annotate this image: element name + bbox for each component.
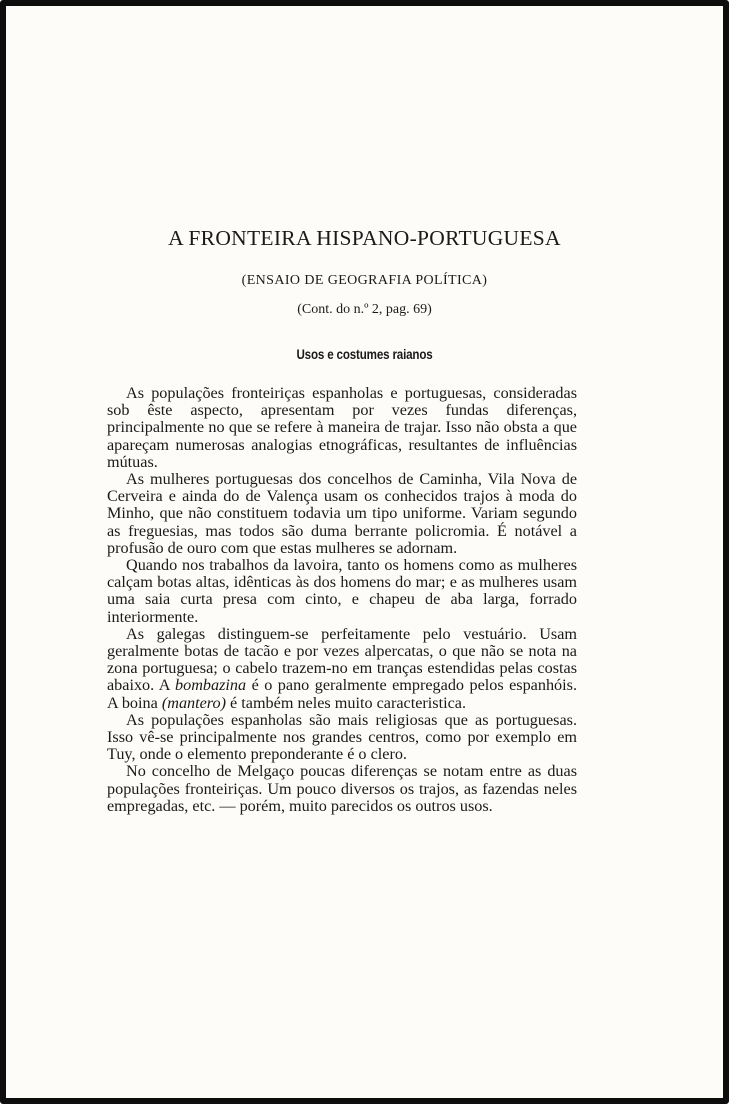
- italic-term-bombazina: bombazina: [175, 676, 247, 695]
- italic-term-mantero: (mantero): [161, 693, 226, 712]
- paragraph-3: Quando nos trabalhos da lavoira, tanto os homens como as mulheres calçam botas altas, idênticas às dos homens do mar; e as mulheres usam uma saia curta presa com cinto, e chapeu de aba larga, forrado interiormente.: [107, 556, 577, 626]
- paragraph-1: As populações fronteiriças espanholas e portuguesas, consideradas sob êste aspecto, apresentam por vezes fundas diferenças, principalmente no que se refere à maneira de trajar. Isso não obsta a que apareçam numerosas analogias etnográficas, resultantes de influências mútuas.: [107, 384, 577, 471]
- paragraph-4-part-b: é o pano geralmente empregado pelos espanhóis. A boina: [107, 676, 577, 712]
- paragraph-2: As mulheres portuguesas dos concelhos de Caminha, Vila Nova de Cerveira e ainda do de Valença usam os conhecidos trajos à moda do Minho, que não constituem todavia um tipo uniforme. Variam segundo as freguesias, mas todos são duma berrante policromia. É notável a profusão de ouro com que estas mulheres se adornam.: [107, 470, 577, 557]
- paragraph-6: No concelho de Melgaço poucas diferenças se notam entre as duas populações fronteiriças. Um pouco diversos os trajos, as fazendas neles empregadas, etc. — porém, muito parecidos os outros usos.: [107, 762, 577, 815]
- article-subtitle: (ENSAIO DE GEOGRAFIA POLÍTICA): [241, 273, 488, 288]
- paragraph-4-part-c: é também neles muito caracteristica.: [226, 693, 467, 712]
- article-body: [107, 385, 577, 815]
- paragraph-4-part-a: As galegas distinguem-se perfeitamente pelo vestuário. Usam geralmente botas de tacão e por vezes alpercatas, o que não se nota na zona portuguesa; o cabelo trazem-no em tranças estendidas pelas costas abaixo. A: [107, 624, 577, 695]
- paragraph-5: As populações espanholas são mais religiosas que as portuguesas. Isso vê-se principalmente nos grandes centros, como por exemplo em Tuy, onde o elemento preponderante é o clero.: [107, 710, 577, 764]
- article-title: A FRONTEIRA HISPANO-PORTUGUESA: [168, 226, 561, 250]
- continuation-note: (Cont. do n.º 2, pag. 69): [297, 302, 432, 317]
- paragraph-4: [107, 626, 577, 712]
- section-heading: Usos e costumes raianos: [296, 347, 433, 362]
